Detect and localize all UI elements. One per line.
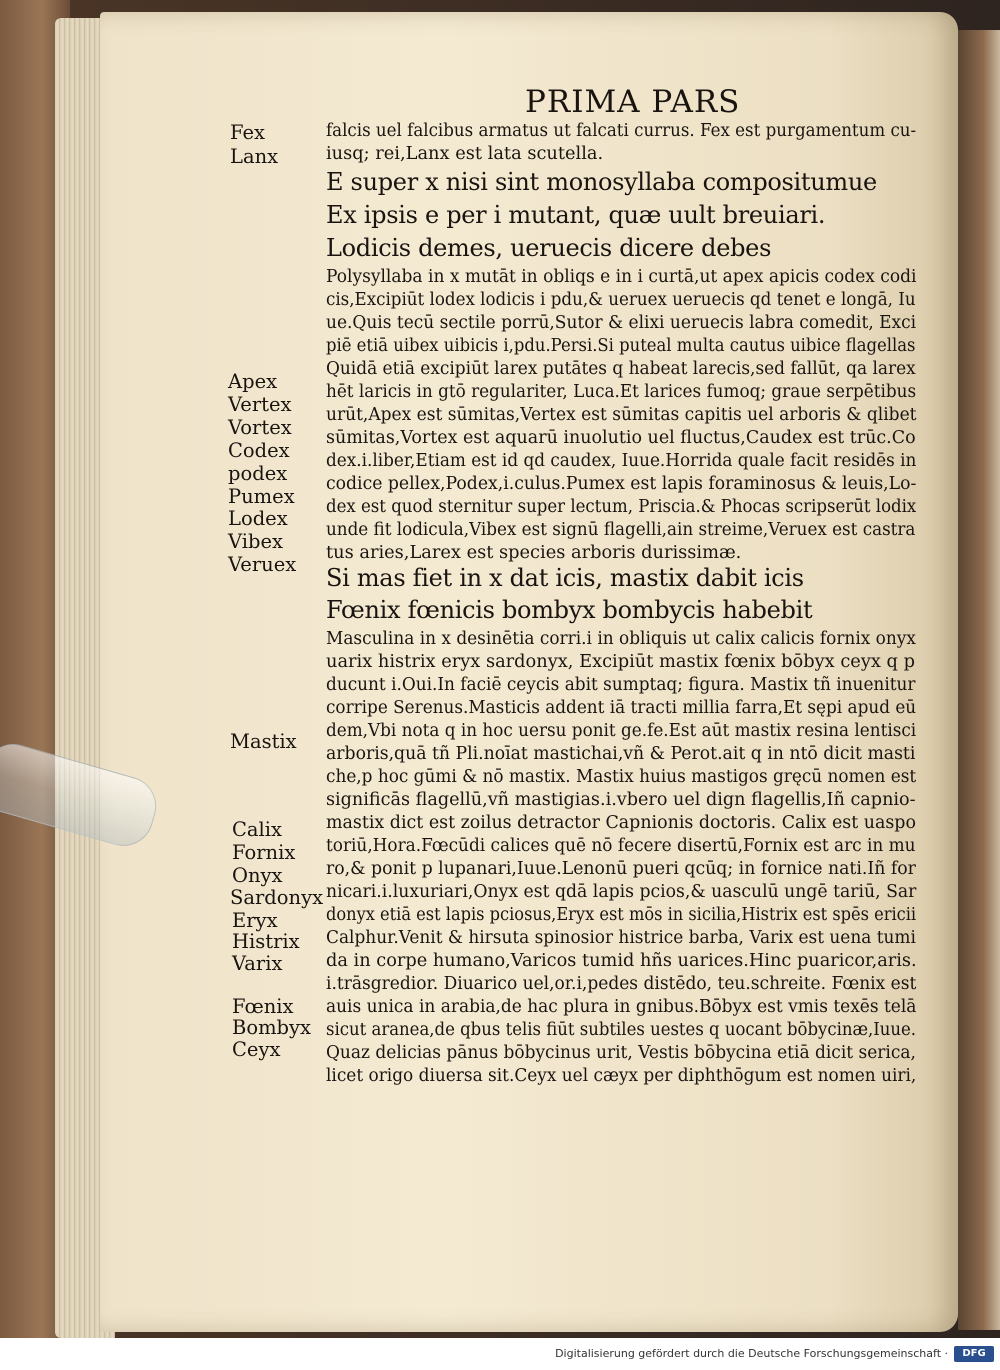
margin-note: Pumex	[228, 485, 295, 508]
text-line: nicari.i.luxuriari,Onyx est qdā lapis pcios,& uasculū ungē tariū, Sar	[326, 881, 917, 902]
text-line: ducunt i.Oui.In faciē ceycis abit sumptaq; figura. Mastix tñ inuenitur	[326, 674, 916, 695]
text-line: codice pellex,Podex,i.culus.Pumex est lapis foraminosus & leuis,Lo-	[326, 473, 917, 494]
margin-note: Calix	[232, 818, 283, 841]
text-line: i.trāsgredior. Diuarico uel,or.i,pedes distēdo, teu.schreite. Fœnix est	[326, 973, 917, 994]
footer-credit: Digitalisierung gefördert durch die Deutsche Forschungsgemeinschaft ·	[555, 1347, 948, 1360]
margin-note: Vibex	[228, 530, 283, 553]
text-line: Calphur.Venit & hirsuta spinosior histrice barba, Varix est uena tumi	[326, 927, 916, 948]
text-line: falcis uel falcibus armatus ut falcati currus. Fex est purgamentum cu-	[326, 120, 917, 141]
running-head: PRIMA PARS	[525, 84, 741, 120]
text-line: da in corpe humano,Varicos tumid hñs uarices.Hinc puaricor,aris.	[326, 950, 917, 971]
text-line: ue.Quis tecū sectile porrū,Sutor & elixi ueruecis labra comedit, Exci	[326, 312, 917, 333]
text-line: urūt,Apex est sūmitas,Vertex est sūmitas capitis uel arboris & qlibet	[326, 404, 917, 425]
margin-note: Veruex	[228, 553, 297, 576]
margin-note: Fornix	[232, 841, 296, 864]
text-line: cis,Excipiūt lodex lodicis i pdu,& ueruex ueruecis qd tenet e longā, Iu	[326, 289, 916, 310]
verse-line: Lodicis demes, ueruecis dicere debes	[326, 234, 772, 262]
margin-note: Vortex	[228, 416, 292, 439]
margin-note: Sardonyx	[230, 886, 324, 909]
text-line: corripe Serenus.Masticis addent iā tracti millia farra,Et sępi apud eū	[326, 697, 917, 718]
text-line: tus aries,Larex est species arboris durissimæ.	[326, 542, 742, 563]
text-line: mastix dict est zoilus detractor Capnionis doctoris. Calix est uaspo	[326, 812, 916, 833]
text-line: sicut aranea,de qbus telis fiūt subtiles uestes q uocant bōbycinæ,Iuue.	[326, 1019, 917, 1040]
text-line: dex est quod sternitur super lectum, Priscia.& Phocas scripserūt lodix	[326, 496, 917, 517]
text-line: unde fit lodicula,Vibex est signū flagelli,ain streime,Veruex est castra	[326, 519, 916, 540]
text-line: che,p hoc gūmi & nō mastix. Mastix huius mastigos gręcū nomen est	[326, 766, 917, 787]
margin-note: Mastix	[230, 730, 297, 753]
margin-note: Bombyx	[232, 1016, 312, 1039]
text-line: arboris,quā tñ Pli.noīat mastichai,vñ & Perot.ait q in ntō dicit masti	[326, 743, 916, 764]
margin-note: Eryx	[232, 909, 278, 932]
margin-note: Onyx	[232, 864, 283, 887]
text-line: Polysyllaba in x mutāt in obliqs e in i curtā,ut apex apicis codex codi	[326, 266, 917, 287]
text-line: hēt laricis in gtō regulariter, Luca.Et larices fumoq; graue serpētibus	[326, 381, 917, 402]
text-line: licet origo diuersa sit.Ceyx uel cæyx per diphthōgum est nomen uiri,	[326, 1065, 917, 1086]
text-line: uarix histrix eryx sardonyx, Excipiūt mastix fœnix bōbyx ceyx q p	[326, 651, 915, 672]
text-line: Quaz delicias pānus bōbycinus urit, Vestis bōbycina etiā dicit serica,	[326, 1042, 916, 1063]
verse-line: Ex ipsis e per i mutant, quæ uult breuiari.	[326, 201, 826, 229]
text-line: ro,& ponit p lupanari,Iuue.Lenonū pueri qcūq; in fornice nati.Iñ for	[326, 858, 916, 879]
margin-note: Apex	[228, 370, 278, 393]
text-line: significās flagellū,vñ mastigias.i.vbero uel dign flagellis,Iñ capnio-	[326, 789, 916, 810]
margin-note: Ceyx	[232, 1038, 281, 1061]
text-line: iusq; rei,Lanx est lata scutella.	[326, 143, 604, 164]
text-line: dex.i.liber,Etiam est id qd caudex, Iuue.Horrida quale facit residēs in	[326, 450, 917, 471]
margin-note: Fœnix	[232, 995, 294, 1018]
text-line: piē etiā uibex uibicis i,pdu.Persi.Si puteal multa cautus uibice flagellas	[326, 335, 916, 356]
verse-line: Fœnix fœnicis bombyx bombycis habebit	[326, 596, 813, 624]
margin-note: Fex	[230, 121, 266, 144]
text-line: auis unica in arabia,de hac plura in gnibus.Bōbyx est vmis texēs telā	[326, 996, 917, 1017]
dfg-logo-icon: DFG	[954, 1346, 994, 1362]
margin-note: podex	[228, 462, 288, 485]
text-line: sūmitas,Vortex est aquarū inuolutio uel fluctus,Caudex est trūc.Co	[326, 427, 916, 448]
footer-bar	[0, 1338, 1000, 1370]
text-line: Masculina in x desinētia corri.i in obliquis ut calix calicis fornix onyx	[326, 628, 916, 649]
text-line: Quidā etiā excipiūt larex putātes q habeat larecis,sed fallūt, qa larex	[326, 358, 916, 379]
text-line: toriū,Hora.Fœcūdi calices quē nō fecere disertū,Fornix est arc in mu	[326, 835, 916, 856]
book-gutter-right	[958, 30, 1000, 1330]
margin-note: Codex	[228, 439, 290, 462]
verse-line: E super x nisi sint monosyllaba compositumue	[326, 168, 877, 196]
text-line: donyx etiā est lapis pciosus,Eryx est mōs in sicilia,Histrix est spēs ericii	[326, 904, 917, 925]
margin-note: Histrix	[232, 930, 300, 953]
text-line: dem,Vbi nota q in hoc uersu ponit ge.fe.Est aūt mastix resina lentisci	[326, 720, 917, 741]
margin-note: Varix	[232, 952, 283, 975]
margin-note: Lodex	[228, 507, 288, 530]
margin-note: Vertex	[228, 393, 292, 416]
margin-note: Lanx	[230, 145, 279, 168]
verse-line: Si mas fiet in x dat icis, mastix dabit icis	[326, 564, 804, 592]
